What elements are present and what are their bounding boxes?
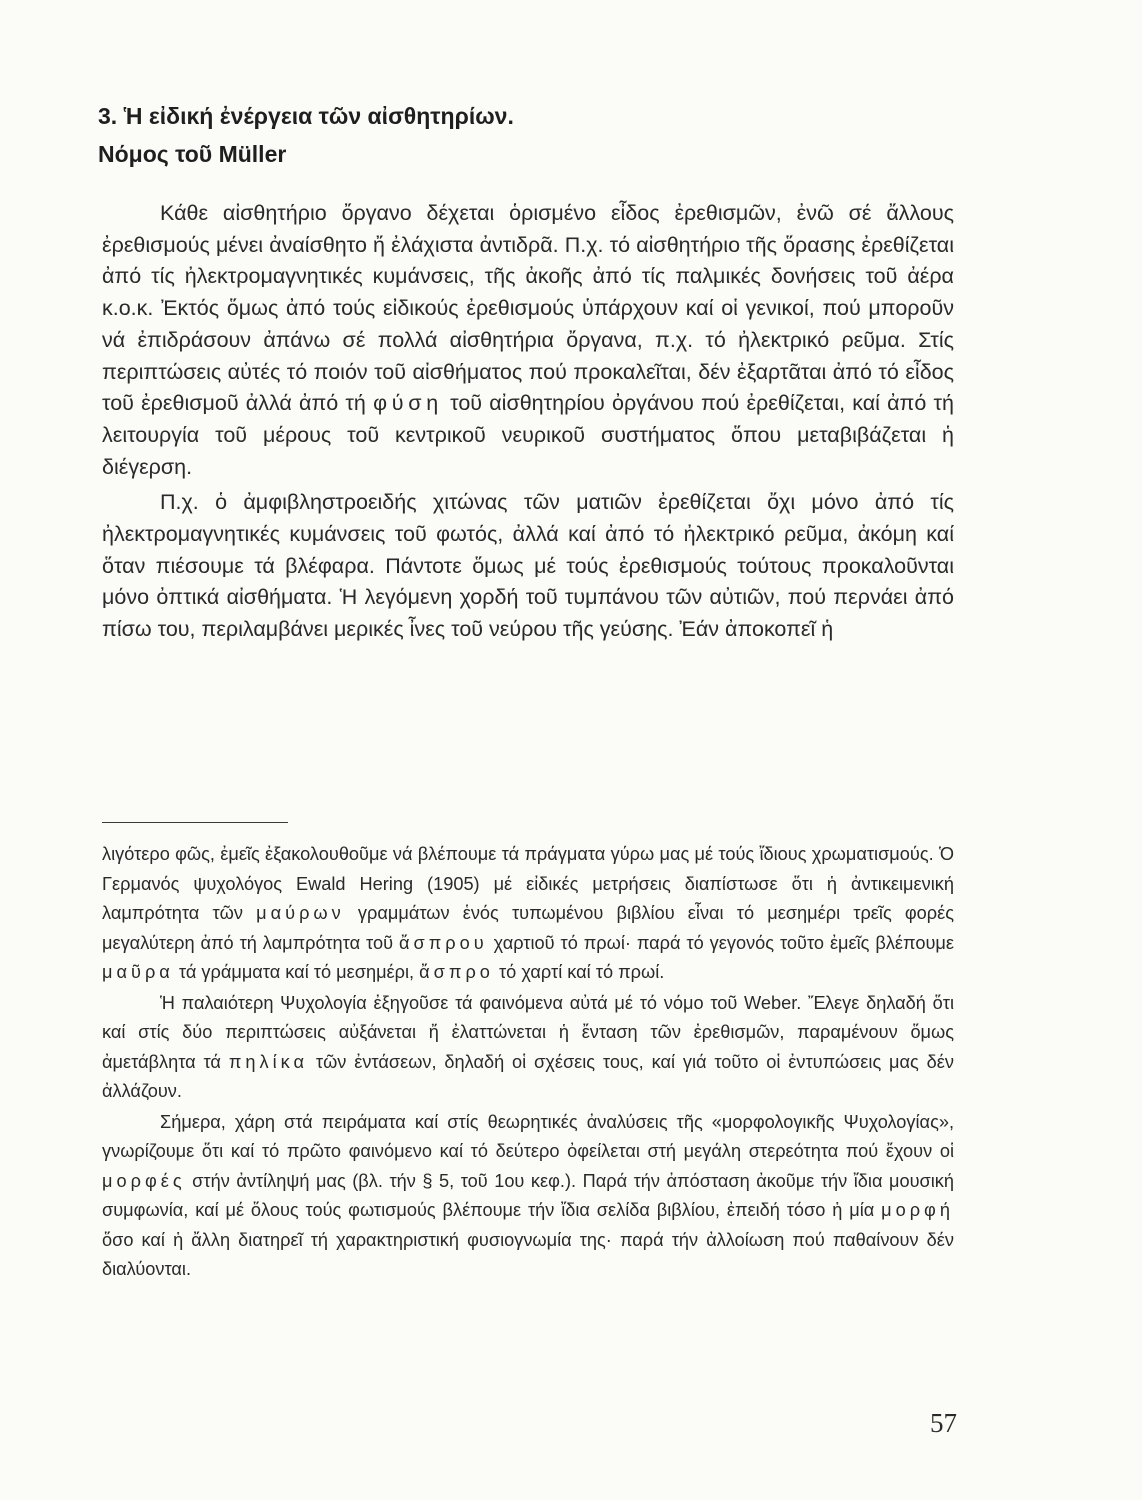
footnote-text	[102, 840, 954, 1285]
emphasized-word: μορφές	[102, 1170, 186, 1191]
emphasized-word: μορφή	[881, 1200, 954, 1220]
footnote-divider	[102, 822, 288, 823]
footnote-text-run: Σήμερα, χάρη στά πειράματα καί στίς θεωρητικές ἀναλύσεις τῆς «μορφολογικῆς Ψυχολογίας», γνωρίζουμε ὅτι καί τό πρῶτο φαινόμενο καί τό δεύτερο ὀφείλεται στή μεγάλη στερεότητα πού ἔχουν οἱ	[102, 1111, 954, 1161]
paragraph-text: τοῦ αἰσθητηρίου ὀργάνου πού ἐρεθίζεται, καί ἀπό τή λειτουργία τοῦ μέρους τοῦ κεντρικοῦ νευρικοῦ συστήματος ὅπου μεταβιβάζεται ἡ διέγερση.	[102, 391, 954, 479]
footnote-text-run: ὅσο καί ἡ ἄλλη διατηρεῖ τή χαρακτηριστική φυσιογνωμία της· παρά τήν ἀλλοίωση πού παθαίνουν δέν διαλύονται.	[102, 1229, 954, 1279]
emphasized-word: πηλίκα	[228, 1051, 309, 1072]
section-heading-line-1: 3. Ἡ εἰδική ἐνέργεια τῶν αἰσθητηρίων.	[98, 103, 514, 129]
footnote-text-run: Ἡ παλαιότερη Ψυχολογία ἐξηγοῦσε τά φαινόμενα αὐτά μέ τό νόμο τοῦ Weber. Ἔλεγε δηλαδή ὅτι καί στίς δύο περιπτώσεις αὐξάνεται ἤ ἐλαττώνεται ἡ ἔνταση τῶν ἐρεθισμῶν, παραμένουν ὅμως ἀμετάβλητα τά	[102, 992, 954, 1072]
footnote-paragraph	[102, 840, 954, 988]
emphasized-word: φύση	[373, 391, 443, 416]
footnote-paragraph	[102, 1108, 954, 1285]
paragraph-text: Κάθε αἰσθητήριο ὄργανο δέχεται ὁρισμένο εἶδος ἐρεθισμῶν, ἐνῶ σέ ἄλλους ἐρεθισμούς μένει ἀναίσθητο ἤ ἐλάχιστα ἀντιδρᾶ. Π.χ. τό αἰσθητήριο τῆς ὅρασης ἐρεθίζεται ἀπό τίς ἠλεκτρομαγνητικές κυμάνσεις, τῆς ἀκοῆς ἀπό τίς παλμικές δονήσεις τοῦ ἀέρα κ.ο.κ. Ἐκτός ὅμως ἀπό τούς εἰδικούς ἐρεθισμούς ὑπάρχουν καί οἱ γενικοί, πού μποροῦν νά ἐπιδράσουν ἀπάνω σέ πολλά αἰσθητήρια ὄργανα, π.χ. τό ἠλεκτρικό ρεῦμα. Στίς περιπτώσεις αὐτές τό ποιόν τοῦ αἰσθήματος πού προκαλεῖται, δέν ἐξαρτᾶται ἀπό τό εἶδος τοῦ ἐρεθισμοῦ ἀλλά ἀπό τή	[102, 201, 954, 416]
emphasized-word: ἄσπρο	[419, 962, 494, 982]
page-number: 57	[930, 1408, 957, 1438]
section-heading-line-2: Νόμος τοῦ Müller	[98, 141, 287, 167]
footnote-text-run: λιγότερο φῶς, ἐμεῖς ἐξακολουθοῦμε νά βλέπουμε τά πράγματα γύρω μας μέ τούς ἴδιους χρωματισμούς. Ὁ Γερμανός ψυχολόγος Ewald Hering (1905) μέ εἰδικές μετρήσεις διαπίστωσε ὅτι ἡ ἀντικειμενική λαμπρότητα τῶν	[102, 844, 954, 923]
footnote-text-run: γραμμάτων ἑνός τυπωμένου βιβλίου εἶναι τό μεσημέρι τρεῖς φορές μεγαλύτερη ἀπό τή λαμπρότητα τοῦ	[102, 903, 955, 953]
paragraph	[102, 198, 954, 483]
emphasized-word: μαῦρα	[102, 962, 174, 982]
footnote-text-run: στήν ἀντίληψή μας (βλ. τήν § 5, τοῦ 1ου κεφ.). Παρά τήν ἀπόσταση ἀκοῦμε τήν ἴδια μουσική συμφωνία, καί μέ ὅλους τούς φωτισμούς βλέπουμε τήν ἴδια σελίδα βιβλίου, ἐπειδή τόσο ἡ μία	[102, 1170, 954, 1220]
footnote-text-run: χαρτιοῦ τό πρωί· παρά τό γεγονός τοῦτο ἐμεῖς βλέπουμε	[493, 932, 954, 953]
paragraph: Π.χ. ὁ ἀμφιβληστροειδής χιτώνας τῶν ματιῶν ἐρεθίζεται ὄχι μόνο ἀπό τίς ἠλεκτρομαγνητικές κυμάνσεις τοῦ φωτός, ἀλλά καί ἀπό τό ἠλεκτρικό ρεῦμα, ἀκόμη καί ὅταν πιέσουμε τά βλέφαρα. Πάντοτε ὅμως μέ τούς ἐρεθισμούς τούτους προκαλοῦνται μόνο ὀπτικά αἰσθήματα. Ἡ λεγόμενη χορδή τοῦ τυμπάνου τῶν αὐτιῶν, πού περνάει ἀπό πίσω του, περιλαμβάνει μερικές ἶνες τοῦ νεύρου τῆς γεύσης. Ἐάν ἀποκοπεῖ ἡ	[102, 490, 954, 642]
main-text	[102, 198, 954, 646]
emphasized-word: μαύρων	[256, 903, 345, 923]
footnote-text-run: τό χαρτί καί τό πρωί.	[499, 962, 665, 982]
emphasized-word: ἄσπρου	[398, 932, 488, 953]
footnote-paragraph	[102, 989, 954, 1107]
footnote-text-run: τῶν ἐντάσεων, δηλαδή οἱ σχέσεις τους, καί γιά τοῦτο οἱ ἐντυπώσεις μας δέν ἀλλάζουν.	[102, 1051, 954, 1101]
footnote-text-run: τά γράμματα καί τό μεσημέρι,	[178, 962, 415, 982]
